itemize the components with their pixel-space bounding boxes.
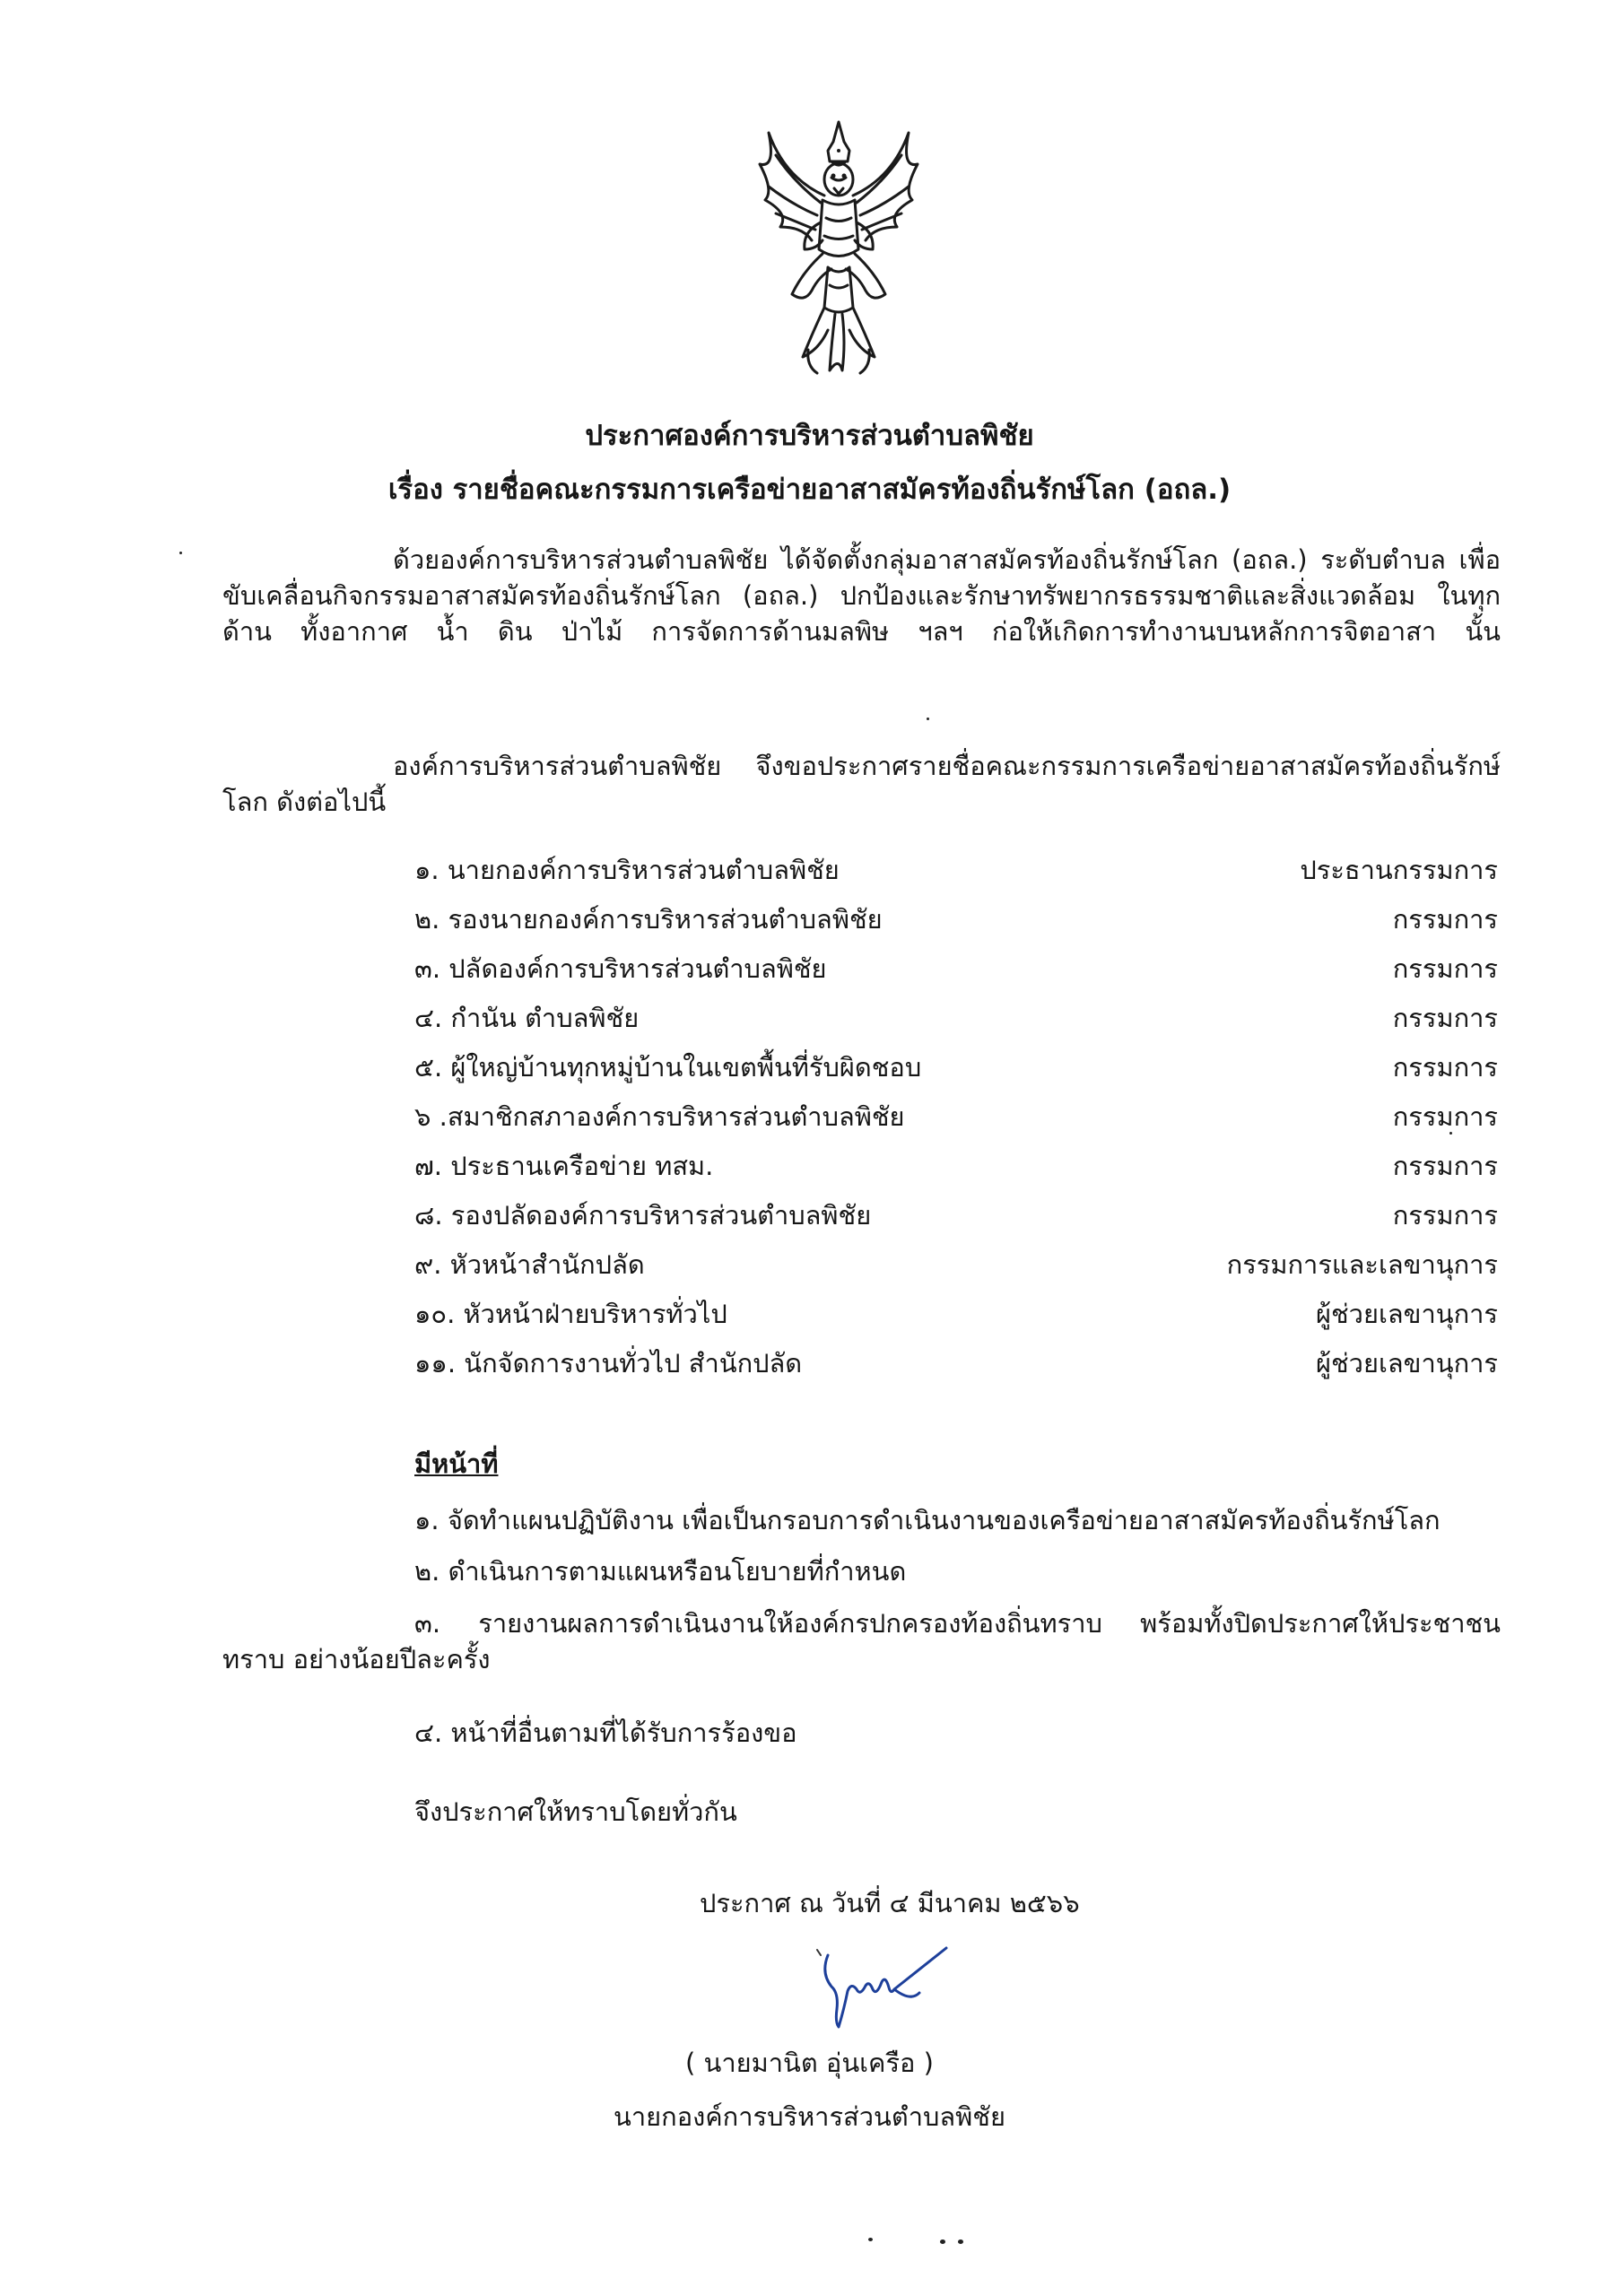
scan-speck — [927, 718, 929, 720]
duty-item: ๑. จัดทำแผนปฏิบัติงาน เพื่อเป็นกรอบการดำเนินงานของเครือข่ายอาสาสมัครท้องถิ่นรักษ์โลก — [414, 1505, 1441, 1535]
member-role: กรรมการ — [1392, 904, 1498, 935]
member-role: ผู้ช่วยเลขานุการ — [1316, 1299, 1498, 1329]
duty-item: ๔. หน้าที่อื่นตามที่ได้รับการร้องขอ — [414, 1718, 797, 1748]
member-name: ๘. รองปลัดองค์การบริหารส่วนตำบลพิชัย — [414, 1200, 872, 1231]
member-role: ผู้ช่วยเลขานุการ — [1316, 1348, 1498, 1378]
scan-speck — [179, 552, 182, 554]
signer-position: นายกองค์การบริหารส่วนตำบลพิชัย — [614, 2101, 1005, 2132]
member-role: กรรมการ — [1392, 1200, 1498, 1231]
member-role: กรรมการ — [1392, 1052, 1498, 1083]
document-title: ประกาศองค์การบริหารส่วนตำบลพิชัย — [585, 420, 1034, 452]
member-name: ๔. กำนัน ตำบลพิชัย — [414, 1003, 640, 1033]
duty-item: ๓. รายงานผลการดำเนินงานให้องค์กรปกครองท้องถิ่นทราบ พร้อมทั้งปิดประกาศให้ประชาชนทราบ อย่างน้อยปีละครั้ง — [222, 1608, 1501, 1674]
scan-speck — [1449, 1132, 1452, 1135]
member-name: ๑๐. หัวหน้าฝ่ายบริหารทั่วไป — [414, 1299, 727, 1329]
scan-speck — [868, 2238, 873, 2241]
document-subject: เรื่อง รายชื่อคณะกรรมการเครือข่ายอาสาสมัครท้องถิ่นรักษ์โลก (อถล.) — [387, 474, 1232, 506]
member-name: ๑. นายกองค์การบริหารส่วนตำบลพิชัย — [414, 855, 840, 885]
member-role: ประธานกรรมการ — [1300, 855, 1498, 885]
duties-heading: มีหน้าที่ — [414, 1448, 499, 1479]
signature-icon — [812, 1937, 955, 2036]
announcement-date: ประกาศ ณ วันที่ ๔ มีนาคม ๒๕๖๖ — [700, 1888, 1080, 1918]
member-role: กรรมการและเลขานุการ — [1226, 1249, 1498, 1280]
member-name: ๗. ประธานเครือข่าย ทสม. — [414, 1151, 714, 1181]
garuda-emblem-icon — [749, 115, 928, 379]
member-role: กรรมการ — [1392, 1101, 1498, 1132]
signer-name: ( นายมานิต อุ่นเครือ ) — [685, 2048, 934, 2078]
member-name: ๖ .สมาชิกสภาองค์การบริหารส่วนตำบลพิชัย — [414, 1101, 905, 1132]
member-role: กรรมการ — [1392, 953, 1498, 984]
member-name: ๓. ปลัดองค์การบริหารส่วนตำบลพิชัย — [414, 953, 827, 984]
duty-item: ๒. ดำเนินการตามแผนหรือนโยบายที่กำหนด — [414, 1556, 907, 1587]
scan-speck — [940, 2239, 945, 2244]
intro-paragraph: ด้วยองค์การบริหารส่วนตำบลพิชัย ได้จัดตั้งกลุ่มอาสาสมัครท้องถิ่นรักษ์โลก (อถล.) ระดับตำบล เพื่อขับเคลื่อนกิจกรรมอาสาสมัครท้องถิ่นรักษ์โลก (อถล.) ปกป้องและรักษาทรัพยากรธรรมชาติและสิ่งแวดล้อม ในทุกด้าน ทั้งอากาศ น้ำ ดิน ป่าไม้ การจัดการด้านมลพิษ ฯลฯ ก่อให้เกิดการทำงานบนหลักการจิตอาสา นั้น — [222, 544, 1501, 647]
scan-speck — [958, 2239, 963, 2244]
announcement-paragraph: องค์การบริหารส่วนตำบลพิชัย จึงขอประกาศรายชื่อคณะกรรมการเครือข่ายอาสาสมัครท้องถิ่นรักษ์โลก ดังต่อไปนี้ — [222, 751, 1501, 817]
member-role: กรรมการ — [1392, 1003, 1498, 1033]
closing-statement: จึงประกาศให้ทราบโดยทั่วกัน — [414, 1796, 737, 1827]
member-name: ๒. รองนายกองค์การบริหารส่วนตำบลพิชัย — [414, 904, 883, 935]
member-role: กรรมการ — [1392, 1151, 1498, 1181]
member-name: ๑๑. นักจัดการงานทั่วไป สำนักปลัด — [414, 1348, 803, 1378]
member-name: ๙. หัวหน้าสำนักปลัด — [414, 1249, 645, 1280]
member-name: ๕. ผู้ใหญ่บ้านทุกหมู่บ้านในเขตพื้นที่รับผิดชอบ — [414, 1052, 922, 1083]
